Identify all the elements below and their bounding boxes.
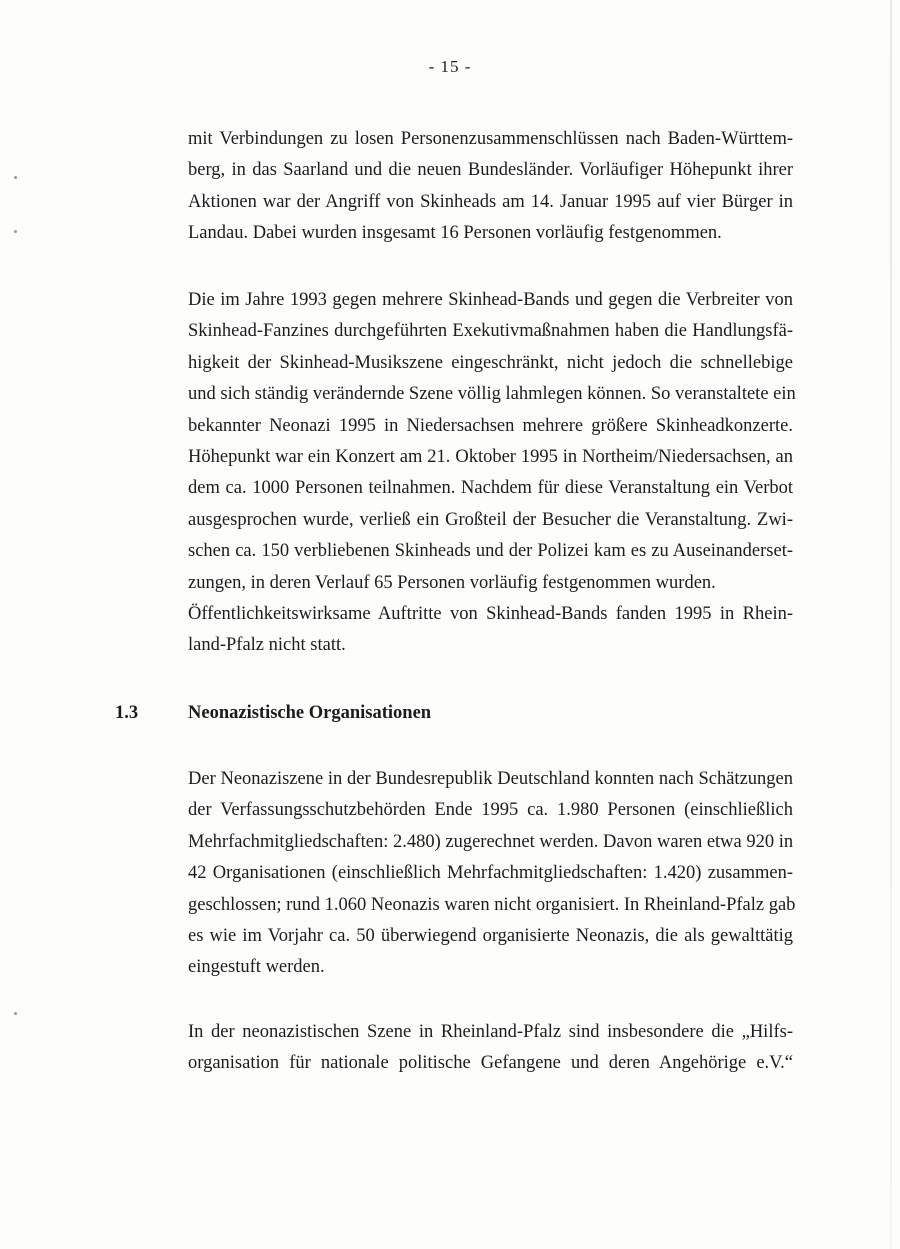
text-line: ausgesprochen wurde, verließ ein Großteil der Besucher die Veranstaltung. Zwi- xyxy=(188,509,793,530)
text-line: Die im Jahre 1993 gegen mehrere Skinhead-Bands und gegen die Verbreiter von xyxy=(188,290,793,310)
text-line: der Verfassungsschutzbehörden Ende 1995 ca. 1.980 Personen (einschließlich xyxy=(188,800,793,821)
text-line: bekannter Neonazi 1995 in Niedersachsen mehrere größere Skinheadkonzerte. xyxy=(188,415,793,436)
text-line: eingestuft werden. xyxy=(188,957,325,978)
text-line: organisation für nationale politische Gefangene und deren Angehörige e.V.“ xyxy=(188,1053,793,1074)
scan-edge xyxy=(890,0,892,1249)
text-line: Mehrfachmitgliedschaften: 2.480) zugerechnet werden. Davon waren etwa 920 in xyxy=(188,831,794,852)
text-line: dem ca. 1000 Personen teilnahmen. Nachdem für diese Veranstaltung ein Verbot xyxy=(188,478,793,499)
text-line: Öffentlichkeitswirksame Auftritte von Skinhead-Bands fanden 1995 in Rhein- xyxy=(188,604,793,625)
text-line: Landau. Dabei wurden insgesamt 16 Personen vorläufig festgenommen. xyxy=(188,223,722,244)
text-line: schen ca. 150 verbliebenen Skinheads und der Polizei kam es zu Auseinanderset- xyxy=(188,541,793,562)
scan-speck xyxy=(14,230,17,233)
paragraph-4 xyxy=(188,1017,793,1080)
text-line: zungen, in deren Verlauf 65 Personen vorläufig festgenommen wurden. xyxy=(188,572,716,593)
text-line: berg, in das Saarland und die neuen Bundesländer. Vorläufiger Höhepunkt ihrer xyxy=(188,160,793,181)
scan-speck xyxy=(14,1012,17,1015)
text-line: Der Neonaziszene in der Bundesrepublik Deutschland konnten nach Schätzungen xyxy=(188,769,793,789)
text-line: mit Verbindungen zu losen Personenzusammenschlüssen nach Baden-Württem- xyxy=(188,129,793,149)
section-title: Neonazistische Organisationen xyxy=(188,703,432,723)
text-line: land-Pfalz nicht statt. xyxy=(188,635,346,656)
text-line: In der neonazistischen Szene in Rheinland-Pfalz sind insbesondere die „Hilfs- xyxy=(188,1022,793,1042)
text-line: Höhepunkt war ein Konzert am 21. Oktober 1995 in Northeim/Niedersachsen, an xyxy=(188,447,793,468)
text-line: geschlossen; rund 1.060 Neonazis waren nicht organisiert. In Rheinland-Pfalz gab xyxy=(188,894,796,915)
paragraph-3 xyxy=(188,764,796,984)
page-number: - 15 - xyxy=(428,57,472,76)
section-number: 1.3 xyxy=(115,703,139,723)
text-line: 42 Organisationen (einschließlich Mehrfachmitgliedschaften: 1.420) zusammen- xyxy=(188,863,793,884)
text-line: Skinhead-Fanzines durchgeführten Exekutivmaßnahmen haben die Handlungsfä- xyxy=(188,321,793,342)
text-line: higkeit der Skinhead-Musikszene eingeschränkt, nicht jedoch die schnellebige xyxy=(188,352,793,373)
text-line: es wie im Vorjahr ca. 50 überwiegend organisierte Neonazis, die als gewalttätig xyxy=(188,926,793,947)
scan-speck xyxy=(14,176,17,179)
paragraph-2 xyxy=(188,285,796,662)
paragraph-1 xyxy=(188,124,793,250)
text-line: Aktionen war der Angriff von Skinheads am 14. Januar 1995 auf vier Bürger in xyxy=(188,191,793,212)
text-line: und sich ständig verändernde Szene völlig lahmlegen können. So veranstaltete ein xyxy=(188,384,796,405)
